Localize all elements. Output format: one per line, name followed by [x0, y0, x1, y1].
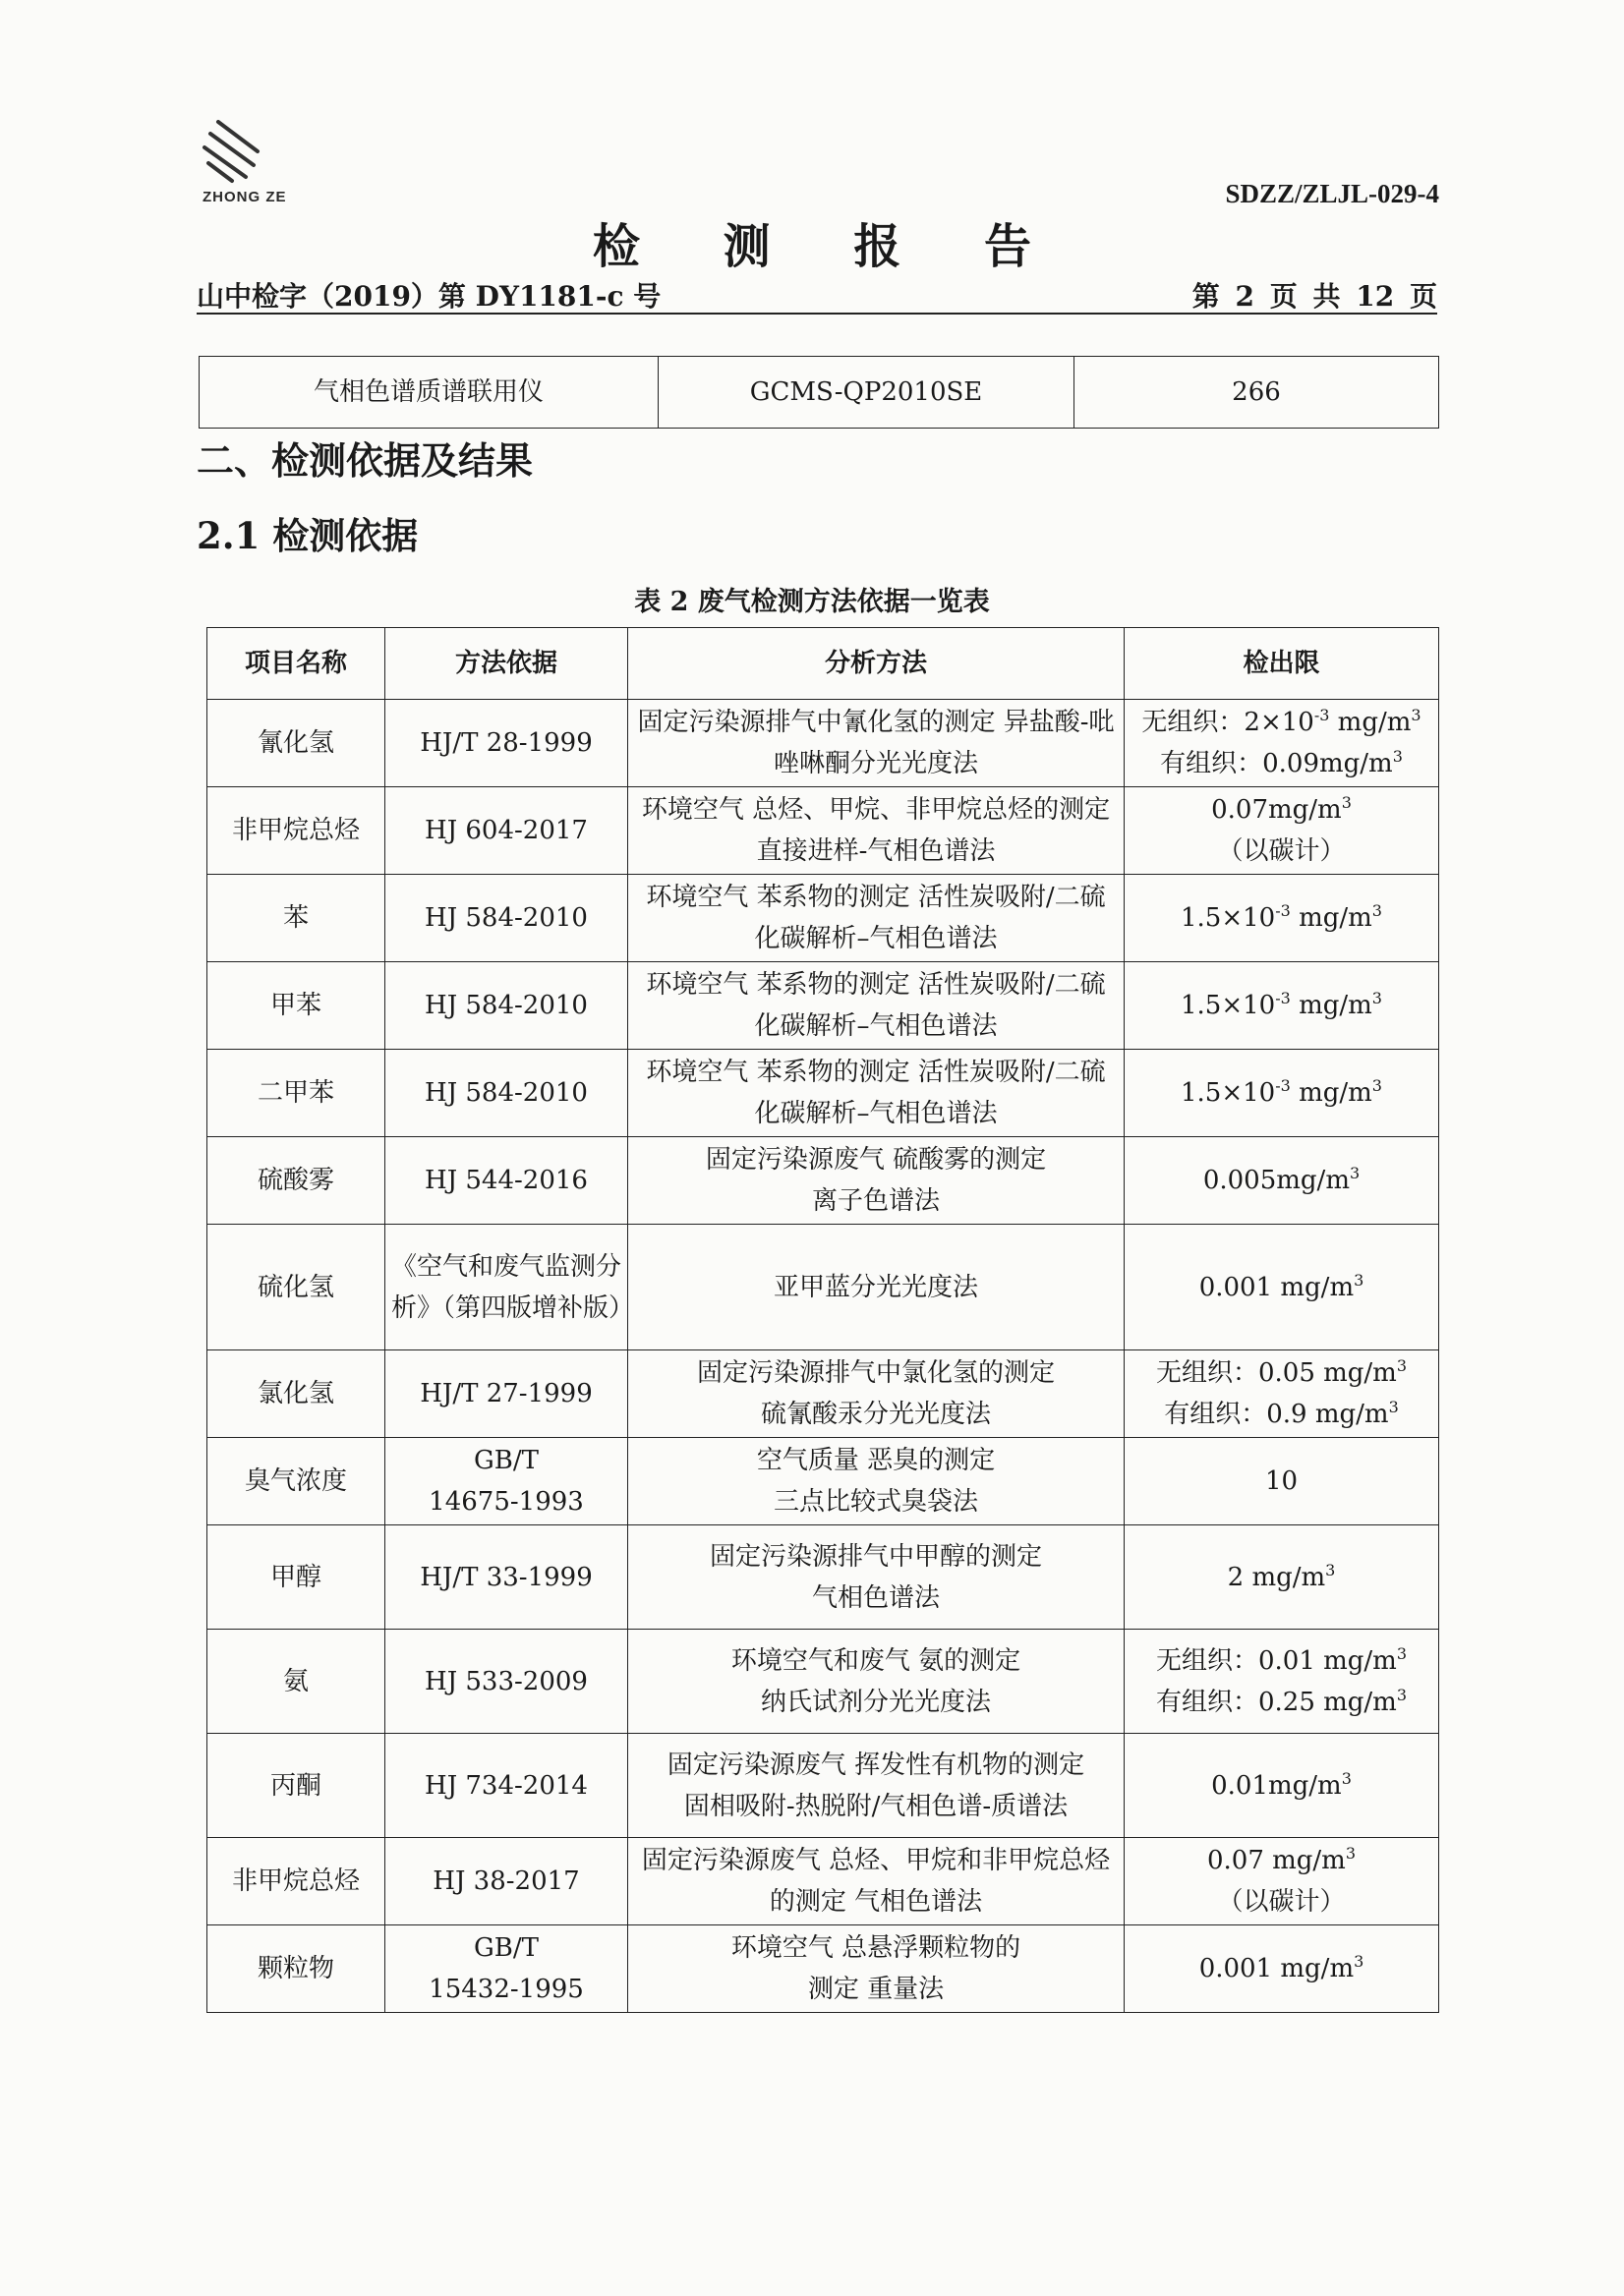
analysis-method-cell: 环境空气 总烃、甲烷、非甲烷总烃的测定 直接进样-气相色谱法: [628, 787, 1125, 875]
table-row: [207, 1838, 1439, 1925]
item-name-cell: 硫酸雾: [207, 1137, 385, 1225]
standard-cell: HJ 584-2010: [385, 875, 628, 962]
standard-cell: HJ 604-2017: [385, 787, 628, 875]
detection-limit-cell: $0.07mg/m^3$ （以碳计）: [1125, 787, 1439, 875]
analysis-method-cell: 环境空气 苯系物的测定 活性炭吸附/二硫化碳解析–气相色谱法: [628, 962, 1125, 1050]
detection-limit-cell: $0.01mg/m^3$: [1125, 1734, 1439, 1838]
subsection-heading: 2.1 检测依据: [197, 514, 419, 557]
detection-limit-cell: 2 $mg/m^3$: [1125, 1525, 1439, 1630]
method-table: [206, 627, 1439, 2013]
detection-limit-cell: 无组织：0.05 $mg/m^3$ 有组织：0.9 $mg/m^3$: [1125, 1350, 1439, 1438]
analysis-method-cell: 固定污染源排气中氯化氢的测定 硫氰酸汞分光光度法: [628, 1350, 1125, 1438]
analysis-method-cell: 环境空气 总悬浮颗粒物的 测定 重量法: [628, 1925, 1125, 2013]
table-row: [207, 700, 1439, 787]
analysis-method-cell: 环境空气和废气 氨的测定 纳氏试剂分光光度法: [628, 1630, 1125, 1734]
item-name-cell: 颗粒物: [207, 1925, 385, 2013]
column-header: 分析方法: [628, 628, 1125, 700]
standard-cell: HJ 38-2017: [385, 1838, 628, 1925]
equipment-name: 气相色谱质谱联用仪: [200, 357, 659, 429]
page-info: 第 2 页 共 12 页: [1191, 280, 1437, 313]
standard-cell: HJ 533-2009: [385, 1630, 628, 1734]
analysis-method-cell: 固定污染源排气中氰化氢的测定 异盐酸-吡唑啉酮分光光度法: [628, 700, 1125, 787]
standard-cell: HJ/T 27-1999: [385, 1350, 628, 1438]
analysis-method-cell: 环境空气 苯系物的测定 活性炭吸附/二硫化碳解析–气相色谱法: [628, 1050, 1125, 1137]
standard-cell: 《空气和废气监测分析》（第四版增补版）: [385, 1225, 628, 1350]
item-name-cell: 硫化氢: [207, 1225, 385, 1350]
table-row: [207, 1734, 1439, 1838]
detection-limit-cell: 0.001 $mg/m^3$: [1125, 1225, 1439, 1350]
equipment-id: 266: [1074, 357, 1439, 429]
section-heading: 二、检测依据及结果: [197, 438, 534, 483]
analysis-method-cell: 固定污染源废气 挥发性有机物的测定 固相吸附-热脱附/气相色谱-质谱法: [628, 1734, 1125, 1838]
detection-limit-cell: $1.5\times 10^{-3}$ $mg/m^3$: [1125, 1050, 1439, 1137]
analysis-method-cell: 空气质量 恶臭的测定 三点比较式臭袋法: [628, 1438, 1125, 1525]
report-title: 检 测 报 告: [592, 219, 1066, 274]
item-name-cell: 甲醇: [207, 1525, 385, 1630]
table-row: [207, 962, 1439, 1050]
item-name-cell: 氨: [207, 1630, 385, 1734]
item-name-cell: 氯化氢: [207, 1350, 385, 1438]
table-row: [207, 1137, 1439, 1225]
analysis-method-cell: 固定污染源废气 硫酸雾的测定 离子色谱法: [628, 1137, 1125, 1225]
header-divider: [197, 313, 1437, 315]
method-table-body: [207, 700, 1439, 2013]
item-name-cell: 非甲烷总烃: [207, 1838, 385, 1925]
report-number: 山中检字（2019）第 DY1181-c 号: [197, 280, 662, 313]
analysis-method-cell: 固定污染源废气 总烃、甲烷和非甲烷总烃的测定 气相色谱法: [628, 1838, 1125, 1925]
standard-cell: HJ/T 33-1999: [385, 1525, 628, 1630]
table-row: [207, 1350, 1439, 1438]
table-row: [207, 787, 1439, 875]
item-name-cell: 非甲烷总烃: [207, 787, 385, 875]
item-name-cell: 丙酮: [207, 1734, 385, 1838]
detection-limit-cell: $0.005mg/m^3$: [1125, 1137, 1439, 1225]
detection-limit-cell: $1.5\times 10^{-3}$ $mg/m^3$: [1125, 962, 1439, 1050]
item-name-cell: 二甲苯: [207, 1050, 385, 1137]
item-name-cell: 甲苯: [207, 962, 385, 1050]
equipment-model: GCMS-QP2010SE: [659, 357, 1074, 429]
standard-cell: HJ 584-2010: [385, 1050, 628, 1137]
standard-cell: HJ 734-2014: [385, 1734, 628, 1838]
detection-limit-cell: $1.5\times 10^{-3}$ $mg/m^3$: [1125, 875, 1439, 962]
column-header: 项目名称: [207, 628, 385, 700]
standard-cell: HJ 584-2010: [385, 962, 628, 1050]
table-row: [207, 1525, 1439, 1630]
table-row: [207, 1630, 1439, 1734]
table-row: [207, 875, 1439, 962]
document-code: SDZZ/ZLJL-029-4: [1225, 179, 1439, 208]
detection-limit-cell: 10: [1125, 1438, 1439, 1525]
standard-cell: GB/T 14675-1993: [385, 1438, 628, 1525]
column-header: 检出限: [1125, 628, 1439, 700]
analysis-method-cell: 环境空气 苯系物的测定 活性炭吸附/二硫化碳解析–气相色谱法: [628, 875, 1125, 962]
column-header: 方法依据: [385, 628, 628, 700]
logo-text: ZHONG ZE: [203, 189, 287, 205]
analysis-method-cell: 亚甲蓝分光光度法: [628, 1225, 1125, 1350]
item-name-cell: 氰化氢: [207, 700, 385, 787]
detection-limit-cell: 0.07 $mg/m^3$ （以碳计）: [1125, 1838, 1439, 1925]
item-name-cell: 臭气浓度: [207, 1438, 385, 1525]
detection-limit-cell: 0.001 $mg/m^3$: [1125, 1925, 1439, 2013]
standard-cell: GB/T 15432-1995: [385, 1925, 628, 2013]
table-row: [200, 357, 1439, 429]
table-row: [207, 1925, 1439, 2013]
table-header-row: [207, 628, 1439, 700]
detection-limit-cell: 无组织：$2\times 10^{-3}$ $mg/m^3$ 有组织：$0.09mg/m^3$: [1125, 700, 1439, 787]
equipment-table: [199, 356, 1439, 429]
table-row: [207, 1225, 1439, 1350]
detection-limit-cell: 无组织：0.01 $mg/m^3$ 有组织：0.25 $mg/m^3$: [1125, 1630, 1439, 1734]
table-caption: 表 2 废气检测方法依据一览表: [634, 587, 990, 617]
standard-cell: HJ/T 28-1999: [385, 700, 628, 787]
table-row: [207, 1438, 1439, 1525]
item-name-cell: 苯: [207, 875, 385, 962]
standard-cell: HJ 544-2016: [385, 1137, 628, 1225]
analysis-method-cell: 固定污染源排气中甲醇的测定 气相色谱法: [628, 1525, 1125, 1630]
table-row: [207, 1050, 1439, 1137]
